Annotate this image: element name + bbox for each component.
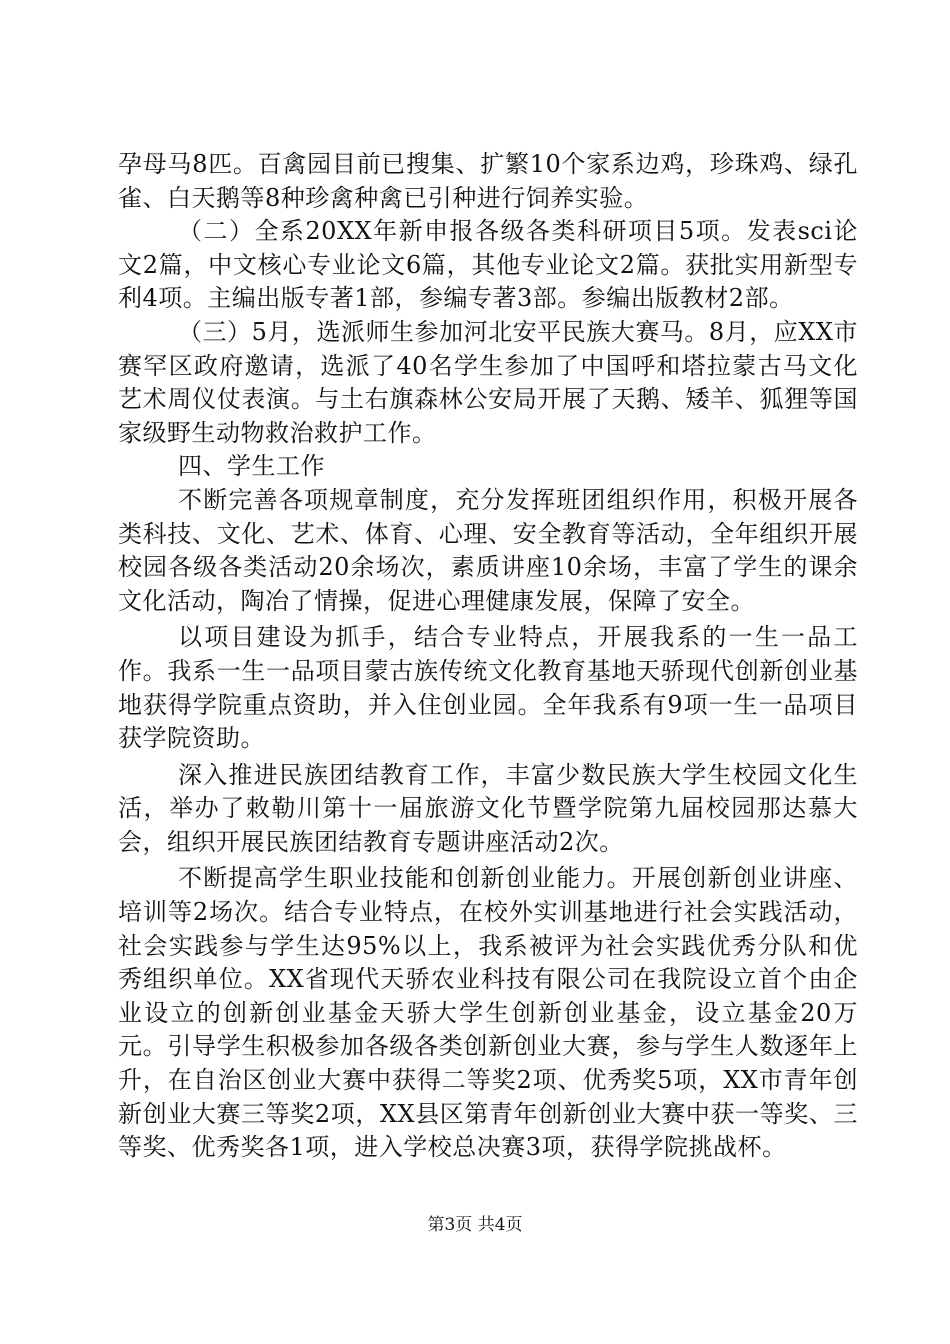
page-number-footer: 第3页 共4页 [427,1215,523,1235]
paragraph-continuation: 孕母马8匹。百禽园目前已搜集、扩繁10个家系边鸡，珍珠鸡、绿孔雀、白天鹅等8种珍禽种禽已引种进行饲养实验。 [118,150,858,212]
paragraph-research-projects: （二）全系20XX年新申报各级各类科研项目5项。发表sci论文2篇，中文核心专业论文6篇，其他专业论文2篇。获批实用新型专利4项。主编出版专著1部，参编专著3部。参编出版教材2部。 [118,217,858,313]
document-body [118,148,858,1165]
paragraph-project-building: 以项目建设为抓手，结合专业特点，开展我系的一生一品工作。我系一生一品项目蒙古族传统文化教育基地天骄现代创新创业基地获得学院重点资助，并入住创业园。全年我系有9项一生一品项目获学院资助。 [118,623,858,753]
section-heading-student-work: 四、学生工作 [178,452,325,481]
paragraph-ethnic-unity: 深入推进民族团结教育工作，丰富少数民族大学生校园文化生活，举办了敕勒川第十一届旅游文化节暨学院第九届校园那达慕大会，组织开展民族团结教育专题讲座活动2次。 [118,760,858,856]
paragraph-social-service: （三）5月，选派师生参加河北安平民族大赛马。8月，应XX市赛罕区政府邀请，选派了40名学生参加了中国呼和塔拉蒙古马文化艺术周仪仗表演。与土右旗森林公安局开展了天鹅、矮羊、狐狸等国家级野生动物救治救护工作。 [118,317,858,447]
paragraph-innovation-entrepreneurship: 不断提高学生职业技能和创新创业能力。开展创新创业讲座、培训等2场次。结合专业特点，在校外实训基地进行社会实践活动，社会实践参与学生达95%以上，我系被评为社会实践优秀分队和优秀组织单位。XX省现代天骄农业科技有限公司在我院设立首个由企业设立的创新创业基金天骄大学生创新创业基金，设立基金20万元。引导学生积极参加各级各类创新创业大赛，参与学生人数逐年上升，在自治区创业大赛中获得二等奖2项、优秀奖5项，XX市青年创新创业大赛三等奖2项，XX县区第青年创新创业大赛中获一等奖、三等奖、优秀奖各1项，进入学校总决赛3项，获得学院挑战杯。 [118,864,858,1162]
paragraph-student-activities: 不断完善各项规章制度，充分发挥班团组织作用，积极开展各类科技、文化、艺术、体育、心理、安全教育等活动，全年组织开展校园各级各类活动20余场次，素质讲座10余场，丰富了学生的课余文化活动，陶冶了情操，促进心理健康发展，保障了安全。 [118,485,858,615]
